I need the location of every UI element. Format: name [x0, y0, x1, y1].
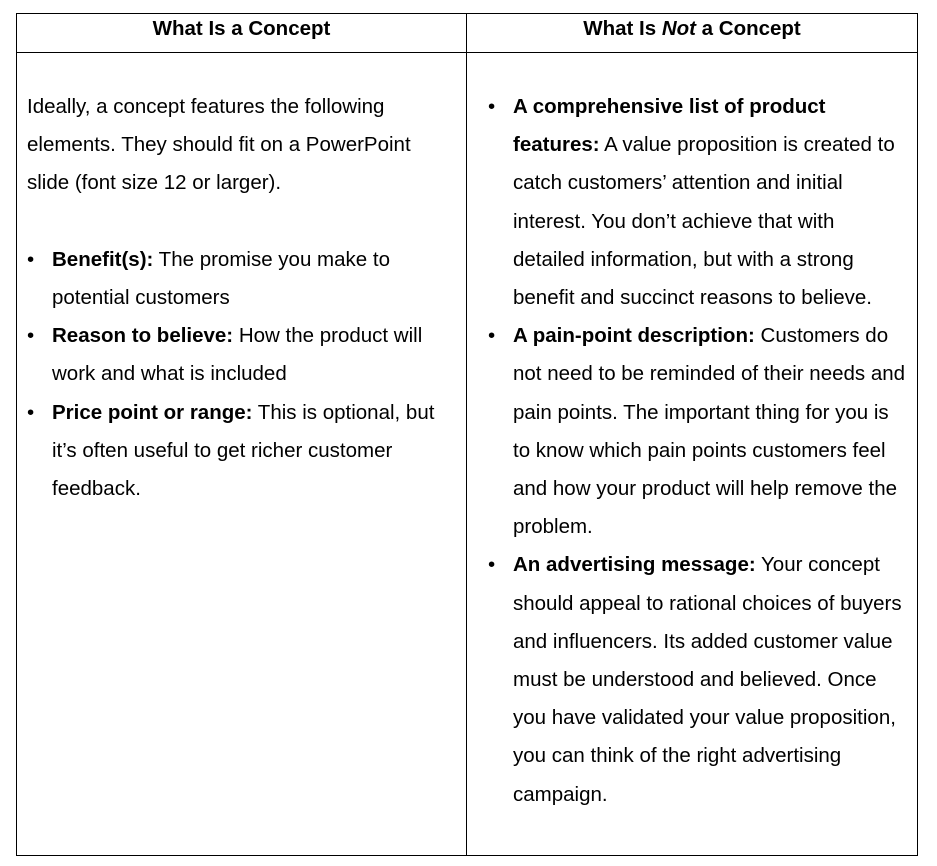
- term-label: A pain-point description:: [513, 324, 755, 348]
- concept-table: [16, 13, 918, 856]
- header-what-is-concept: What Is a Concept: [17, 14, 466, 53]
- term-description: The promise you make to potential customers: [52, 247, 390, 309]
- term-label: A comprehensive list of product features:: [513, 95, 826, 157]
- term-description: How the product will work and what is included: [52, 324, 423, 386]
- header-italic-not: Not: [661, 17, 696, 40]
- bullet-icon: •: [488, 553, 496, 577]
- right-cell: [467, 53, 917, 814]
- header-text-before: What Is: [583, 17, 662, 40]
- column-what-is-not-concept: [467, 14, 917, 855]
- term-label: An advertising message:: [513, 553, 756, 577]
- bullet-icon: •: [27, 400, 35, 424]
- bullet-icon: •: [27, 247, 35, 271]
- term-label: Benefit(s):: [52, 247, 154, 271]
- left-cell: [17, 53, 466, 508]
- term-label: Price point or range:: [52, 400, 253, 424]
- term-description: Your concept should appeal to rational choices of buyers and influencers. Its added customer value must be understood and believed. Once you have validated your value proposition, you can think of the right advertising campaign.: [513, 553, 902, 806]
- column-what-is-concept: [17, 14, 467, 855]
- list-item-pain-point: [488, 317, 909, 546]
- list-item-benefits: [27, 241, 458, 317]
- concept-elements-list: [27, 241, 458, 508]
- list-item-feature-list: [488, 88, 909, 317]
- intro-paragraph: Ideally, a concept features the following elements. They should fit on a PowerPoint slide (font size 12 or larger).: [27, 95, 411, 195]
- term-description: This is optional, but it’s often useful to get richer customer feedback.: [52, 400, 435, 501]
- list-item-advertising-message: [488, 546, 909, 813]
- bullet-icon: •: [488, 95, 496, 118]
- list-item-price-point: [27, 394, 458, 509]
- term-label: Reason to believe:: [52, 324, 234, 348]
- not-concept-list: [488, 88, 909, 814]
- bullet-icon: •: [488, 324, 496, 348]
- bullet-icon: •: [27, 324, 35, 348]
- list-item-reason-to-believe: [27, 317, 458, 393]
- header-text-after: a Concept: [695, 17, 801, 40]
- term-description: A value proposition is created to catch customers’ attention and initial interest. You don’t achieve that with detailed information, but with a strong benefit and succinct reasons to believe.: [513, 133, 895, 310]
- term-description: Customers do not need to be reminded of their needs and pain points. The important thing for you is to know which pain points customers feel and how your product will help remove the problem.: [513, 324, 906, 539]
- header-what-is-not-concept: [467, 14, 917, 53]
